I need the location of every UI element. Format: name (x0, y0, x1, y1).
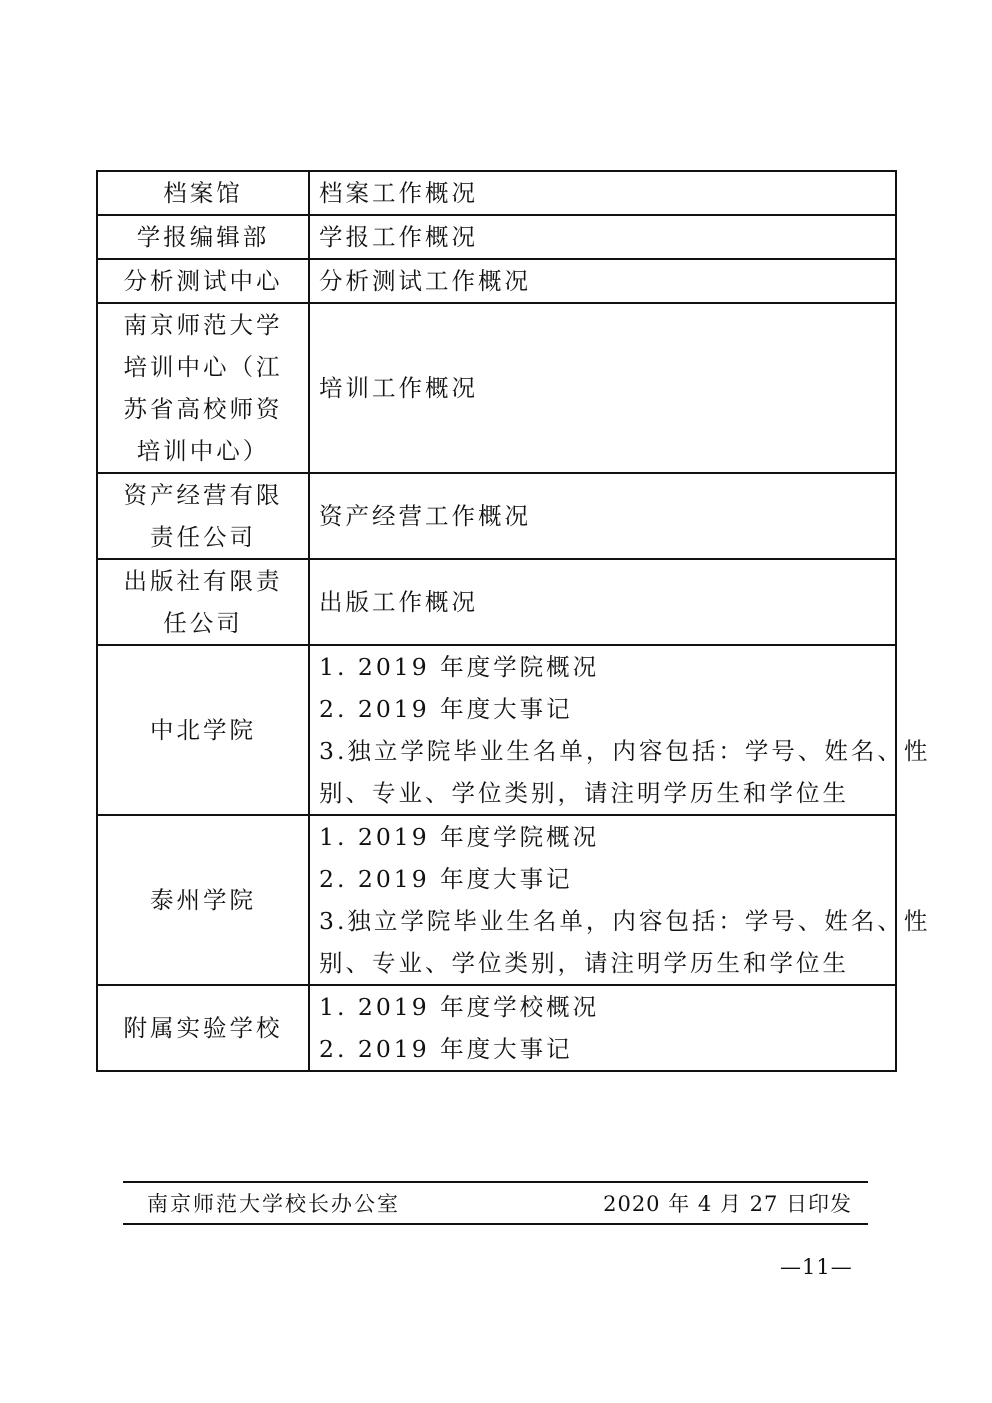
content-line: 出版工作概况 (319, 588, 478, 616)
table-row (97, 815, 896, 985)
issue-date: 2020 年 4 月 27 日印发 (603, 1192, 852, 1216)
content-line: 3.独立学院毕业生名单，内容包括：学号、姓名、性 (319, 737, 931, 765)
table-row (97, 171, 896, 215)
unit-name-line: 泰州学院 (150, 886, 256, 914)
content-cell (309, 303, 896, 473)
table-row (97, 259, 896, 303)
table-row (97, 559, 896, 645)
content-line: 3.独立学院毕业生名单，内容包括：学号、姓名、性 (319, 907, 931, 935)
unit-cell (97, 303, 309, 473)
content-cell (309, 259, 896, 303)
content-cell (309, 985, 896, 1071)
content-line: 资产经营工作概况 (319, 502, 531, 530)
unit-name-line: 苏省高校师资 (123, 395, 283, 423)
work-summary-table-container (96, 170, 931, 1072)
table-row (97, 215, 896, 259)
work-summary-table (96, 170, 931, 1072)
unit-cell (97, 559, 309, 645)
unit-name-line: 档案馆 (163, 179, 243, 207)
unit-cell (97, 473, 309, 559)
unit-name-line: 学报编辑部 (136, 223, 270, 251)
content-line: 培训工作概况 (319, 374, 478, 402)
content-cell (309, 559, 896, 645)
unit-cell (97, 985, 309, 1071)
content-line: 学报工作概况 (319, 223, 478, 251)
content-cell (309, 215, 896, 259)
document-footer (123, 1181, 868, 1225)
unit-name-line: 培训中心（江 (123, 353, 283, 381)
table-row (97, 473, 896, 559)
unit-cell (97, 815, 309, 985)
content-line: 2. 2019 年度大事记 (319, 865, 573, 893)
content-line: 1. 2019 年度学院概况 (319, 823, 600, 851)
unit-name-line: 任公司 (163, 609, 243, 637)
unit-name-line: 附属实验学校 (123, 1014, 283, 1042)
content-cell (309, 171, 896, 215)
unit-cell (97, 171, 309, 215)
unit-name-line: 中北学院 (150, 716, 256, 744)
content-line: 1. 2019 年度学院概况 (319, 653, 600, 681)
table-row (97, 645, 896, 815)
table-row (97, 303, 896, 473)
unit-cell (97, 215, 309, 259)
table-row (97, 985, 896, 1071)
content-line: 别、专业、学位类别，请注明学历生和学位生 (319, 949, 849, 977)
content-line: 2. 2019 年度大事记 (319, 695, 573, 723)
page-number: —11— (780, 1255, 853, 1279)
issuing-office: 南京师范大学校长办公室 (147, 1192, 400, 1216)
unit-name-line: 南京师范大学 (123, 311, 283, 339)
content-cell (309, 473, 896, 559)
unit-name-line: 培训中心） (136, 437, 270, 465)
unit-name-line: 分析测试中心 (123, 267, 283, 295)
unit-name-line: 出版社有限责 (123, 567, 283, 595)
content-line: 分析测试工作概况 (319, 267, 531, 295)
content-line: 档案工作概况 (319, 179, 478, 207)
unit-name-line: 责任公司 (150, 523, 256, 551)
content-line: 1. 2019 年度学校概况 (319, 993, 600, 1021)
unit-name-line: 资产经营有限 (123, 481, 283, 509)
content-line: 别、专业、学位类别，请注明学历生和学位生 (319, 779, 849, 807)
content-line: 2. 2019 年度大事记 (319, 1035, 573, 1063)
content-cell (309, 815, 931, 985)
unit-cell (97, 645, 309, 815)
unit-cell (97, 259, 309, 303)
content-cell (309, 645, 931, 815)
